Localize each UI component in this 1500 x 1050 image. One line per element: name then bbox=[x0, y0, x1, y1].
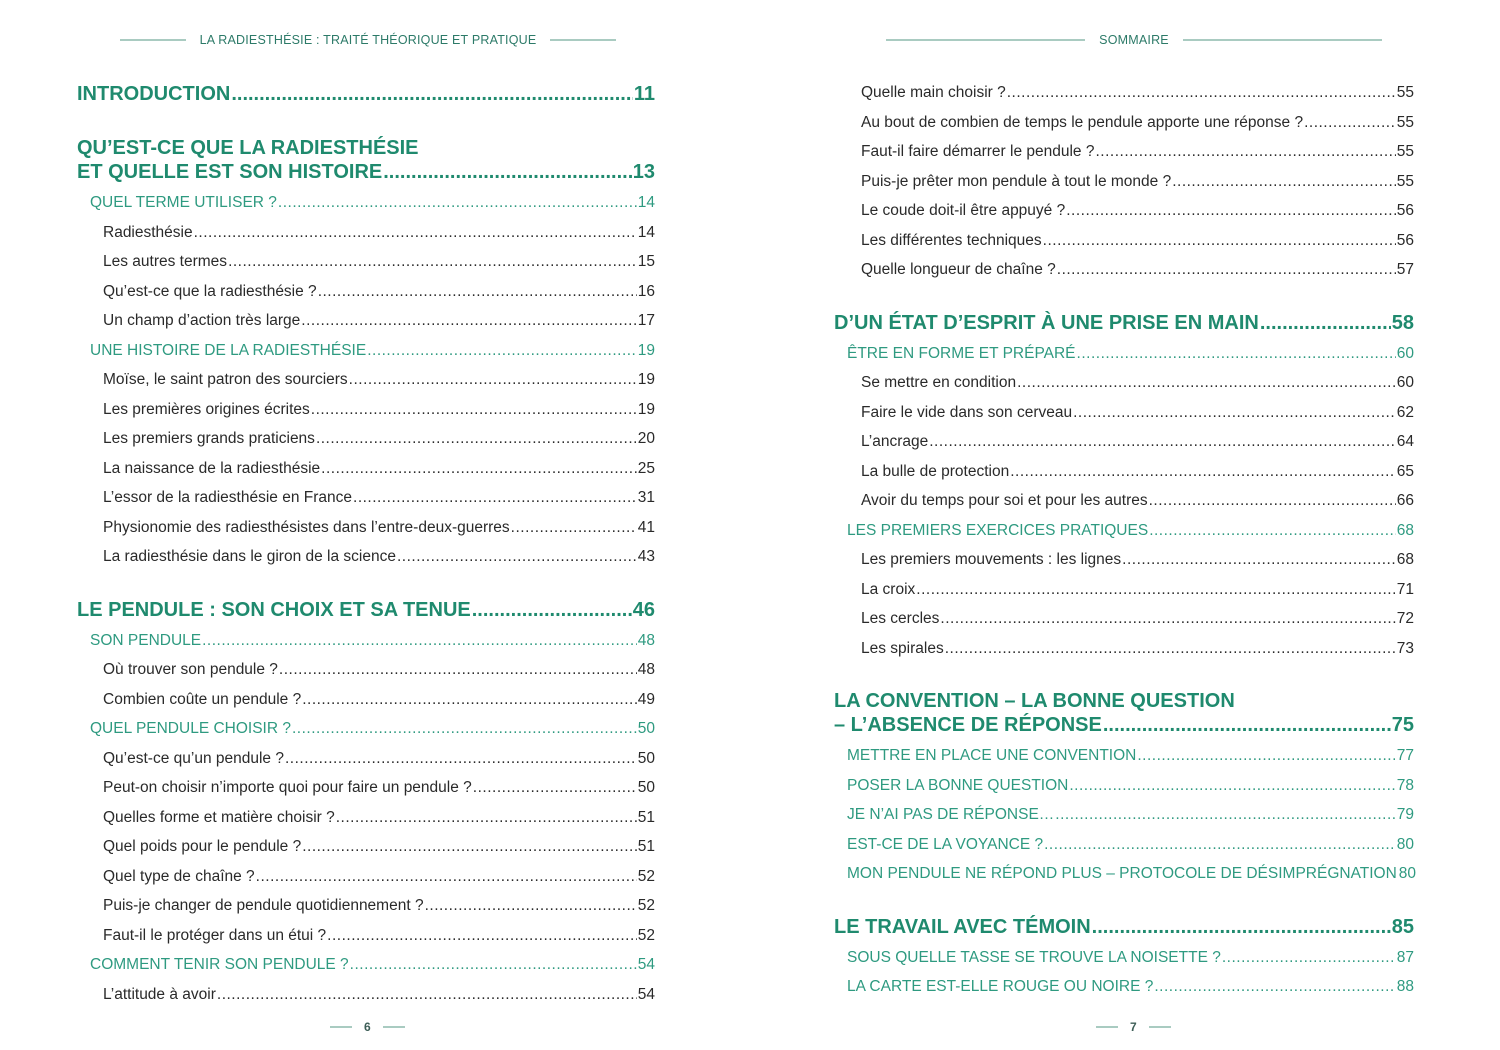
section-entry[interactable] bbox=[847, 741, 1414, 771]
dot-leader bbox=[321, 454, 637, 484]
page-number bbox=[330, 1020, 405, 1034]
entry-page-number: 66 bbox=[1396, 492, 1414, 509]
subsection-entry[interactable] bbox=[103, 832, 655, 862]
chapter-entry[interactable] bbox=[834, 713, 1414, 737]
entry-page-number: 43 bbox=[637, 548, 655, 565]
dot-leader bbox=[425, 891, 637, 921]
right-page bbox=[750, 0, 1500, 1050]
chapter-title-line[interactable]: LA CONVENTION – LA BONNE QUESTION bbox=[834, 690, 1235, 712]
dot-leader bbox=[231, 82, 633, 106]
dot-leader bbox=[1304, 108, 1396, 138]
subsection-entry[interactable] bbox=[103, 773, 655, 803]
entry-title: L’attitude à avoir bbox=[103, 985, 216, 1003]
chapter-block bbox=[834, 689, 1417, 889]
section-entry[interactable] bbox=[847, 972, 1414, 1002]
dot-leader bbox=[1260, 311, 1391, 335]
subsection-entry[interactable] bbox=[103, 542, 655, 572]
entry-title: Faut-il faire démarrer le pendule ? bbox=[861, 143, 1095, 160]
entry-title: Les premiers grands praticiens bbox=[103, 430, 315, 447]
dot-leader bbox=[292, 714, 637, 744]
entry-title: La radiesthésie dans le giron de la science bbox=[103, 548, 396, 565]
subsection-entry[interactable] bbox=[861, 137, 1414, 167]
entry-title: METTRE EN PLACE UNE CONVENTION bbox=[847, 747, 1137, 764]
entry-title: Avoir du temps pour soi et pour les autres bbox=[861, 492, 1148, 509]
subsection-entry[interactable] bbox=[103, 218, 655, 248]
entry-title: Peut-on choisir n’importe quoi pour faire un pendule ? bbox=[103, 779, 472, 796]
entry-page-number: 52 bbox=[637, 926, 655, 944]
entry-title: Puis-je changer de pendule quotidiennement ? bbox=[103, 897, 424, 914]
entry-page-number: 52 bbox=[637, 867, 655, 885]
entry-page-number: 57 bbox=[1396, 261, 1414, 278]
entry-title: Quelles forme et matière choisir ? bbox=[103, 808, 335, 826]
dot-leader bbox=[1010, 457, 1396, 487]
entry-page-number: 16 bbox=[637, 282, 655, 300]
entry-title: Quelle longueur de chaîne ? bbox=[861, 261, 1056, 278]
entry-page-number: 73 bbox=[1396, 639, 1414, 657]
entry-title: Qu’est-ce qu’un pendule ? bbox=[103, 749, 284, 767]
subsection-entry[interactable] bbox=[103, 395, 655, 425]
entry-title: Au bout de combien de temps le pendule apporte une réponse ? bbox=[861, 113, 1304, 131]
dot-leader bbox=[472, 598, 632, 622]
entry-title: SOUS QUELLE TASSE SE TROUVE LA NOISETTE ? bbox=[847, 948, 1221, 966]
entry-title: La bulle de protection bbox=[861, 462, 1010, 480]
section-entry[interactable] bbox=[847, 800, 1414, 830]
subsection-entry[interactable] bbox=[103, 365, 655, 395]
entry-page-number: 55 bbox=[1396, 84, 1414, 101]
entry-page-number: 68 bbox=[1396, 551, 1414, 568]
entry-title: L’essor de la radiesthésie en France bbox=[103, 489, 353, 506]
header-rule bbox=[1183, 39, 1382, 41]
subsection-entry[interactable] bbox=[861, 255, 1414, 285]
dot-leader bbox=[1154, 972, 1395, 1002]
entry-title: LA CARTE EST-ELLE ROUGE OU NOIRE ? bbox=[847, 978, 1154, 995]
entry-title: Quel poids pour le pendule ? bbox=[103, 838, 302, 855]
dot-leader bbox=[194, 218, 637, 248]
subsection-entry[interactable] bbox=[103, 306, 655, 336]
chapter-entry[interactable] bbox=[77, 598, 655, 622]
entry-title: Où trouver son pendule ? bbox=[103, 661, 278, 678]
dot-leader bbox=[1043, 226, 1396, 256]
entry-title: Les autres termes bbox=[103, 253, 228, 270]
section-entry[interactable] bbox=[847, 771, 1414, 801]
entry-title: UNE HISTOIRE DE LA RADIESTHÉSIE bbox=[90, 341, 367, 359]
chapter-title: LE TRAVAIL AVEC TÉMOIN bbox=[834, 915, 1091, 938]
subsection-entry[interactable] bbox=[103, 277, 655, 307]
entry-page-number: 50 bbox=[637, 779, 655, 796]
section-entry[interactable] bbox=[90, 714, 655, 744]
chapter-entry[interactable] bbox=[834, 915, 1414, 939]
entry-title: Les premiers mouvements : les lignes bbox=[861, 551, 1122, 568]
dot-leader bbox=[353, 483, 637, 513]
dot-leader bbox=[316, 424, 637, 454]
dot-leader bbox=[945, 634, 1396, 664]
dot-leader bbox=[349, 365, 637, 395]
chapter-page-number: 13 bbox=[632, 161, 655, 183]
entry-page-number: 14 bbox=[637, 194, 655, 211]
dot-leader bbox=[1122, 545, 1396, 575]
folio-number: 6 bbox=[364, 1020, 371, 1034]
entry-title: Le coude doit-il être appuyé ? bbox=[861, 202, 1066, 219]
entry-page-number: 56 bbox=[1396, 231, 1414, 249]
entry-title: QUEL TERME UTILISER ? bbox=[90, 194, 277, 211]
entry-page-number: 79 bbox=[1396, 806, 1414, 823]
chapter-title-line[interactable]: QU’EST-CE QUE LA RADIESTHÉSIE bbox=[77, 137, 419, 159]
entry-title: Moïse, le saint patron des sourciers bbox=[103, 371, 348, 388]
entry-page-number: 19 bbox=[637, 341, 655, 359]
subsection-entry[interactable] bbox=[861, 167, 1414, 197]
entry-title: Les cercles bbox=[861, 610, 940, 627]
entry-page-number: 54 bbox=[637, 956, 655, 973]
chapter-page-number: 46 bbox=[632, 598, 655, 621]
subsection-entry[interactable] bbox=[103, 247, 655, 277]
dot-leader bbox=[279, 655, 637, 685]
dot-leader bbox=[1149, 516, 1396, 546]
entry-title: Les premières origines écrites bbox=[103, 400, 310, 418]
running-head-title: SOMMAIRE bbox=[1099, 33, 1169, 47]
subsection-entry[interactable] bbox=[103, 483, 655, 513]
subsection-entry[interactable] bbox=[103, 454, 655, 484]
entry-title: Radiesthésie bbox=[103, 223, 193, 241]
dot-leader bbox=[285, 744, 637, 774]
entry-page-number: 48 bbox=[637, 661, 655, 678]
page-number bbox=[1096, 1020, 1171, 1034]
entry-title: Faire le vide dans son cerveau bbox=[861, 403, 1073, 421]
chapter-page-number: 85 bbox=[1391, 915, 1414, 938]
entry-page-number: 15 bbox=[637, 253, 655, 270]
dot-leader bbox=[318, 277, 637, 307]
entry-title: La naissance de la radiesthésie bbox=[103, 459, 321, 477]
dot-leader bbox=[1055, 800, 1395, 830]
entry-page-number: 62 bbox=[1396, 403, 1414, 421]
chapter-block bbox=[77, 598, 655, 1010]
section-entry[interactable] bbox=[90, 950, 655, 980]
entry-page-number: 87 bbox=[1396, 948, 1414, 966]
subsection-entry[interactable] bbox=[861, 226, 1414, 256]
subsection-entry[interactable] bbox=[861, 545, 1414, 575]
subsection-entry[interactable] bbox=[103, 655, 655, 685]
dot-leader bbox=[1057, 255, 1396, 285]
continued-entries bbox=[834, 78, 1414, 285]
section-entry[interactable] bbox=[90, 188, 655, 218]
entry-page-number: 14 bbox=[637, 223, 655, 241]
dot-leader bbox=[1044, 830, 1396, 860]
entry-title: MON PENDULE NE RÉPOND PLUS – PROTOCOLE DE DÉSIMPRÉGNATION bbox=[847, 865, 1397, 882]
dot-leader bbox=[336, 803, 637, 833]
entry-title: L’ancrage bbox=[861, 433, 929, 450]
entry-title: QUEL PENDULE CHOISIR ? bbox=[90, 720, 291, 737]
entry-page-number: 54 bbox=[637, 985, 655, 1003]
entry-title: Faut-il le protéger dans un étui ? bbox=[103, 926, 327, 944]
entry-page-number: 55 bbox=[1396, 113, 1414, 131]
chapter-title: INTRODUCTION bbox=[77, 83, 231, 105]
entry-title: LES PREMIERS EXERCICES PRATIQUES bbox=[847, 521, 1149, 539]
subsection-entry[interactable] bbox=[861, 78, 1414, 108]
entry-page-number: 77 bbox=[1396, 747, 1414, 764]
entry-title: SON PENDULE bbox=[90, 631, 202, 649]
entry-page-number: 65 bbox=[1396, 462, 1414, 480]
entry-page-number: 31 bbox=[637, 489, 655, 506]
subsection-entry[interactable] bbox=[103, 891, 655, 921]
header-rule bbox=[120, 39, 186, 41]
entry-title: Les différentes techniques bbox=[861, 231, 1042, 249]
dot-leader bbox=[278, 188, 637, 218]
folio-dash bbox=[330, 1026, 352, 1028]
subsection-entry[interactable] bbox=[861, 486, 1414, 516]
entry-title: Les spirales bbox=[861, 639, 944, 657]
dot-leader bbox=[367, 336, 637, 366]
subsection-entry[interactable] bbox=[103, 980, 655, 1010]
subsection-entry[interactable] bbox=[861, 368, 1414, 398]
entry-page-number: 51 bbox=[637, 838, 655, 855]
entry-page-number: 88 bbox=[1396, 978, 1414, 995]
subsection-entry[interactable] bbox=[861, 604, 1414, 634]
entry-title: Physionomie des radiesthésistes dans l’entre-deux-guerres bbox=[103, 518, 510, 536]
chapter-title: D’UN ÉTAT D’ESPRIT À UNE PRISE EN MAIN bbox=[834, 311, 1259, 334]
dot-leader bbox=[256, 862, 637, 892]
entry-page-number: 19 bbox=[637, 400, 655, 418]
entry-page-number: 48 bbox=[637, 631, 655, 649]
entry-page-number: 50 bbox=[637, 749, 655, 767]
dot-leader bbox=[228, 247, 637, 277]
folio-dash bbox=[383, 1026, 405, 1028]
table-of-contents bbox=[77, 82, 655, 1009]
dot-leader bbox=[217, 980, 637, 1010]
entry-page-number: 49 bbox=[637, 690, 655, 708]
subsection-entry[interactable] bbox=[861, 398, 1414, 428]
chapter-entry[interactable] bbox=[77, 160, 655, 184]
dot-leader bbox=[302, 832, 637, 862]
entry-title: JE N’AI PAS DE RÉPONSE… bbox=[847, 806, 1055, 823]
subsection-entry[interactable] bbox=[861, 427, 1414, 457]
dot-leader bbox=[1095, 137, 1395, 167]
entry-title: Quel type de chaîne ? bbox=[103, 867, 255, 885]
dot-leader bbox=[302, 685, 637, 715]
running-head bbox=[886, 30, 1382, 50]
entry-page-number: 56 bbox=[1396, 202, 1414, 219]
entry-page-number: 19 bbox=[637, 371, 655, 388]
entry-page-number: 80 bbox=[1396, 835, 1414, 853]
dot-leader bbox=[1077, 339, 1396, 369]
dot-leader bbox=[397, 542, 637, 572]
subsection-entry[interactable] bbox=[103, 803, 655, 833]
dot-leader bbox=[1007, 78, 1396, 108]
subsection-entry[interactable] bbox=[861, 634, 1414, 664]
dot-leader bbox=[1103, 713, 1391, 737]
entry-title: Combien coûte un pendule ? bbox=[103, 690, 302, 708]
folio-number: 7 bbox=[1130, 1020, 1137, 1034]
entry-page-number: 71 bbox=[1396, 580, 1414, 598]
entry-page-number: 52 bbox=[637, 897, 655, 914]
entry-page-number: 50 bbox=[637, 720, 655, 737]
chapter-block bbox=[77, 136, 655, 572]
dot-leader bbox=[1222, 943, 1396, 973]
chapter-title: ET QUELLE EST SON HISTOIRE bbox=[77, 161, 383, 183]
dot-leader bbox=[1149, 486, 1396, 516]
entry-page-number: 17 bbox=[637, 312, 655, 329]
dot-leader bbox=[1017, 368, 1396, 398]
subsection-entry[interactable] bbox=[103, 513, 655, 543]
subsection-entry[interactable] bbox=[103, 862, 655, 892]
section-entry[interactable] bbox=[847, 830, 1414, 860]
subsection-entry[interactable] bbox=[103, 744, 655, 774]
chapter-page-number: 11 bbox=[633, 83, 655, 105]
dot-leader bbox=[1069, 771, 1395, 801]
section-entry[interactable] bbox=[847, 859, 1417, 889]
entry-page-number: 51 bbox=[637, 808, 655, 826]
entry-title: Quelle main choisir ? bbox=[861, 84, 1006, 101]
entry-title: POSER LA BONNE QUESTION bbox=[847, 776, 1069, 794]
dot-leader bbox=[301, 306, 636, 336]
entry-page-number: 20 bbox=[637, 430, 655, 447]
chapter-page-number: 75 bbox=[1391, 714, 1414, 736]
dot-leader bbox=[473, 773, 637, 803]
section-entry[interactable] bbox=[90, 626, 655, 656]
entry-title: Puis-je prêter mon pendule à tout le monde ? bbox=[861, 172, 1172, 190]
chapter-title: LE PENDULE : SON CHOIX ET SA TENUE bbox=[77, 598, 471, 621]
dot-leader bbox=[1092, 915, 1391, 939]
entry-title: EST-CE DE LA VOYANCE ? bbox=[847, 835, 1044, 853]
dot-leader bbox=[929, 427, 1396, 457]
entry-title: ÊTRE EN FORME ET PRÉPARÉ bbox=[847, 344, 1076, 362]
subsection-entry[interactable] bbox=[861, 457, 1414, 487]
dot-leader bbox=[1066, 196, 1396, 226]
header-rule bbox=[550, 39, 616, 41]
section-entry[interactable] bbox=[847, 516, 1414, 546]
header-rule bbox=[886, 39, 1085, 41]
folio-dash bbox=[1149, 1026, 1171, 1028]
entry-title: Un champ d’action très large bbox=[103, 312, 301, 329]
dot-leader bbox=[1073, 398, 1396, 428]
subsection-entry[interactable] bbox=[103, 685, 655, 715]
entry-page-number: 55 bbox=[1396, 143, 1414, 160]
running-head-title: LA RADIESTHÉSIE : TRAITÉ THÉORIQUE ET PRATIQUE bbox=[199, 33, 537, 47]
entry-page-number: 64 bbox=[1396, 433, 1414, 450]
dot-leader bbox=[202, 626, 637, 656]
entry-title: COMMENT TENIR SON PENDULE ? bbox=[90, 956, 349, 973]
entry-page-number: 78 bbox=[1396, 776, 1414, 794]
section-entry[interactable] bbox=[847, 339, 1414, 369]
entry-page-number: 60 bbox=[1396, 344, 1414, 362]
chapter-block bbox=[834, 915, 1414, 1002]
dot-leader bbox=[1172, 167, 1396, 197]
dot-leader bbox=[511, 513, 637, 543]
subsection-entry[interactable] bbox=[861, 575, 1414, 605]
subsection-entry[interactable] bbox=[861, 196, 1414, 226]
dot-leader bbox=[311, 395, 637, 425]
section-entry[interactable] bbox=[90, 336, 655, 366]
chapter-entry[interactable] bbox=[77, 82, 655, 106]
entry-title: Qu’est-ce que la radiesthésie ? bbox=[103, 282, 317, 300]
entry-page-number: 80 bbox=[1398, 865, 1417, 882]
chapter-block bbox=[834, 311, 1414, 664]
dot-leader bbox=[1137, 741, 1395, 771]
dot-leader bbox=[350, 950, 637, 980]
subsection-entry[interactable] bbox=[861, 108, 1414, 138]
chapter-page-number: 58 bbox=[1391, 311, 1414, 334]
entry-page-number: 68 bbox=[1396, 521, 1414, 539]
chapter-entry[interactable] bbox=[834, 311, 1414, 335]
entry-page-number: 72 bbox=[1396, 610, 1414, 627]
subsection-entry[interactable] bbox=[103, 921, 655, 951]
entry-title: Se mettre en condition bbox=[861, 374, 1017, 391]
dot-leader bbox=[940, 604, 1395, 634]
running-head bbox=[120, 30, 616, 50]
dot-leader bbox=[327, 921, 637, 951]
entry-page-number: 41 bbox=[637, 518, 655, 536]
section-entry[interactable] bbox=[847, 943, 1414, 973]
entry-title: La croix bbox=[861, 580, 916, 598]
chapter-title: – L’ABSENCE DE RÉPONSE bbox=[834, 714, 1102, 736]
entry-page-number: 55 bbox=[1396, 172, 1414, 190]
entry-page-number: 25 bbox=[637, 459, 655, 477]
dot-leader bbox=[383, 160, 632, 184]
dot-leader bbox=[916, 575, 1395, 605]
entry-page-number: 60 bbox=[1396, 374, 1414, 391]
chapter-block bbox=[77, 82, 655, 110]
table-of-contents bbox=[834, 78, 1417, 1002]
folio-dash bbox=[1096, 1026, 1118, 1028]
subsection-entry[interactable] bbox=[103, 424, 655, 454]
